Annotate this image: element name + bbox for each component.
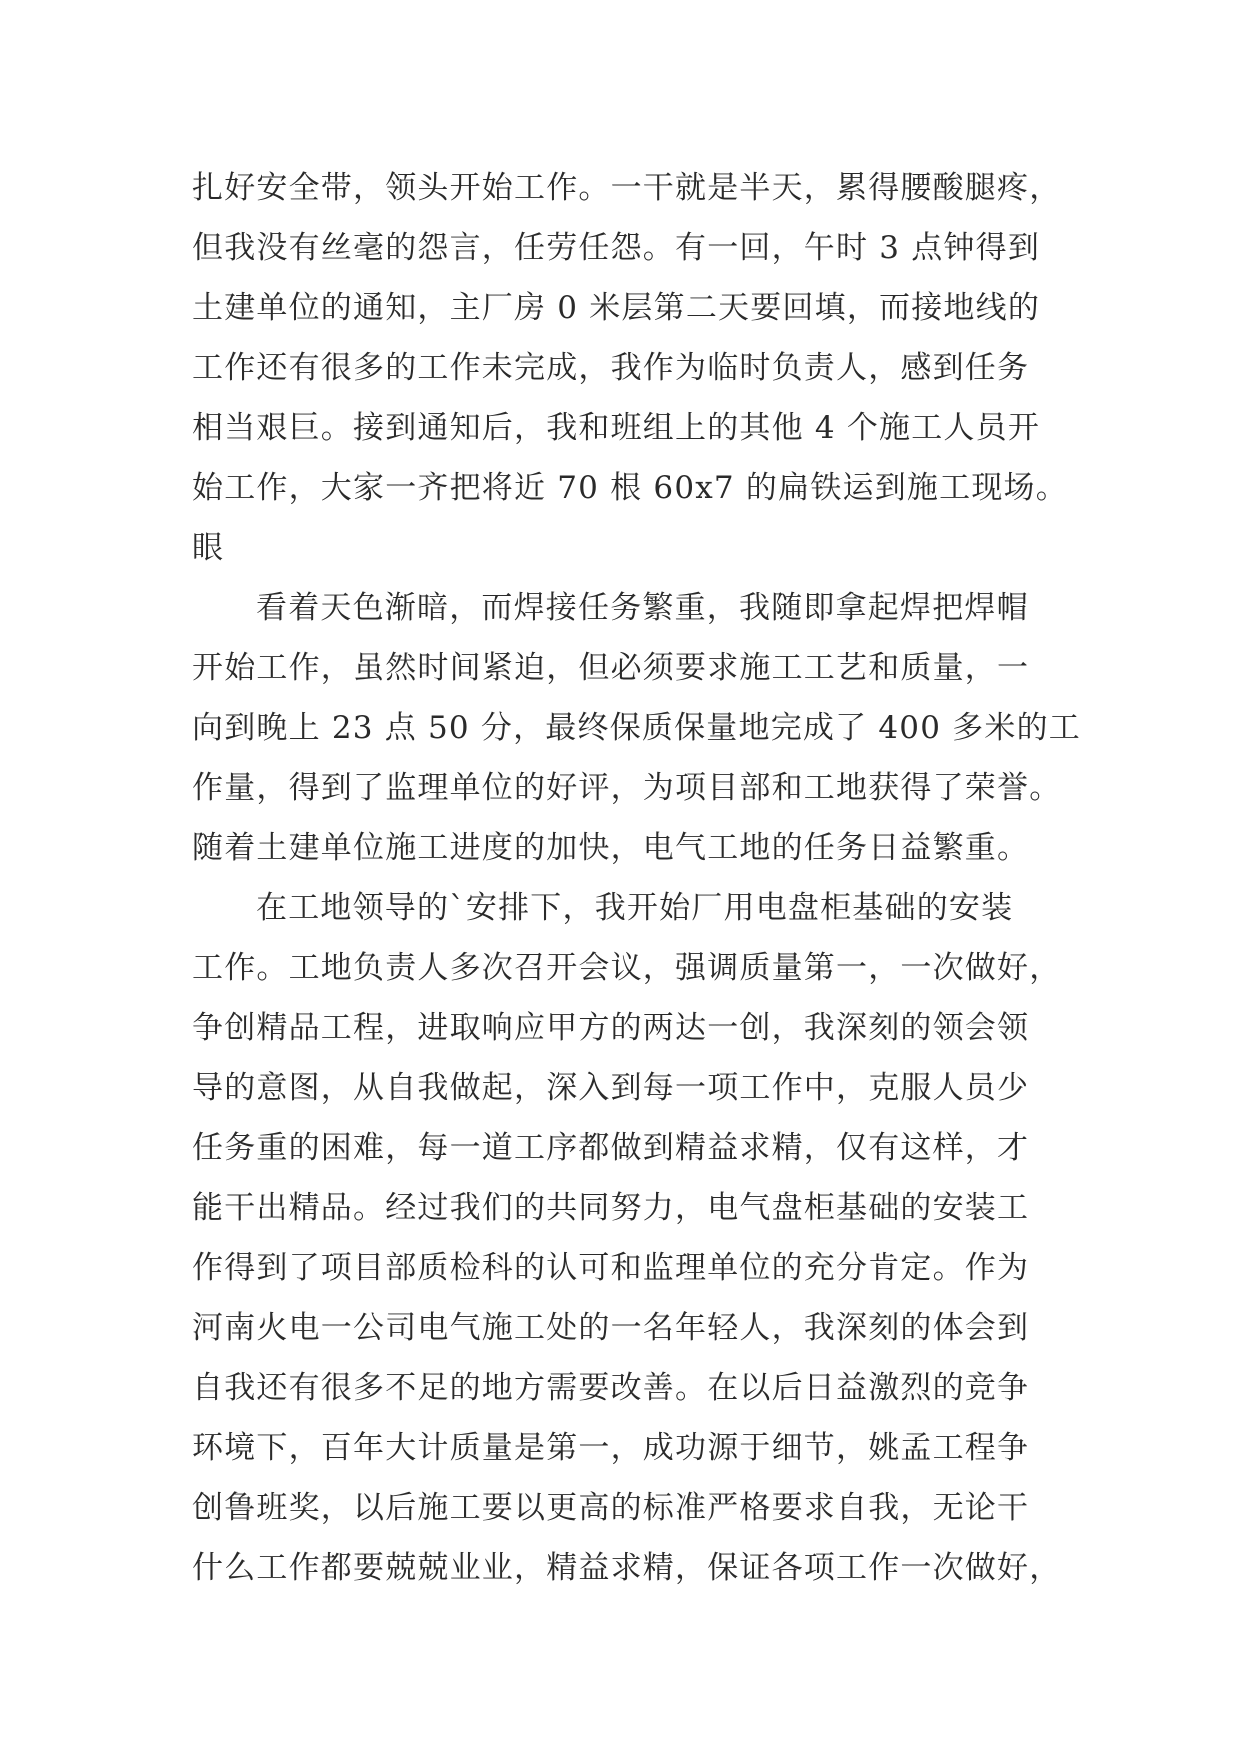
text-line: 作得到了项目部质检科的认可和监理单位的充分肯定。作为 <box>192 1250 1030 1286</box>
text-line: 向到晚上 23 点 50 分，最终保质保量地完成了 400 多米的工 <box>192 710 1081 746</box>
text-line: 工作。工地负责人多次召开会议，强调质量第一，一次做好， <box>192 950 1062 986</box>
text-line: 什么工作都要兢兢业业，精益求精，保证各项工作一次做好， <box>192 1550 1062 1586</box>
text-line: 工作还有很多的工作未完成，我作为临时负责人，感到任务 <box>192 350 1030 386</box>
text-line: 作量，得到了监理单位的好评，为项目部和工地获得了荣誉。 <box>192 770 1062 806</box>
paragraph-start-line: 看着天色渐暗，而焊接任务繁重，我随即拿起焊把焊帽 <box>256 590 1029 626</box>
text-line: 眼 <box>192 530 225 566</box>
text-line: 自我还有很多不足的地方需要改善。在以后日益激烈的竞争 <box>192 1370 1030 1406</box>
text-line: 但我没有丝毫的怨言，任劳任怨。有一回，午时 3 点钟得到 <box>192 230 1041 266</box>
text-line: 随着土建单位施工进度的加快，电气工地的任务日益繁重。 <box>192 830 1030 866</box>
text-line: 始工作，大家一齐把将近 70 根 60x7 的扁铁运到施工现场。 <box>192 470 1068 506</box>
text-line: 导的意图，从自我做起，深入到每一项工作中，克服人员少 <box>192 1070 1030 1106</box>
text-line: 争创精品工程，进取响应甲方的两达一创，我深刻的领会领 <box>192 1010 1030 1046</box>
body-text <box>192 158 1081 1598</box>
paragraph-start-line: 在工地领导的`安排下，我开始厂用电盘柜基础的安装 <box>256 890 1014 926</box>
text-line: 任务重的困难，每一道工序都做到精益求精，仅有这样，才 <box>192 1130 1030 1166</box>
text-line: 土建单位的通知，主厂房 0 米层第二天要回填，而接地线的 <box>192 290 1041 326</box>
text-line: 环境下，百年大计质量是第一，成功源于细节，姚孟工程争 <box>192 1430 1030 1466</box>
text-line: 开始工作，虽然时间紧迫，但必须要求施工工艺和质量，一 <box>192 650 1030 686</box>
text-line: 相当艰巨。接到通知后，我和班组上的其他 4 个施工人员开 <box>192 410 1041 446</box>
text-line: 创鲁班奖，以后施工要以更高的标准严格要求自我，无论干 <box>192 1490 1030 1526</box>
text-line: 河南火电一公司电气施工处的一名年轻人，我深刻的体会到 <box>192 1310 1030 1346</box>
text-line: 能干出精品。经过我们的共同努力，电气盘柜基础的安装工 <box>192 1190 1030 1226</box>
text-line: 扎好安全带，领头开始工作。一干就是半天，累得腰酸腿疼， <box>192 170 1062 206</box>
